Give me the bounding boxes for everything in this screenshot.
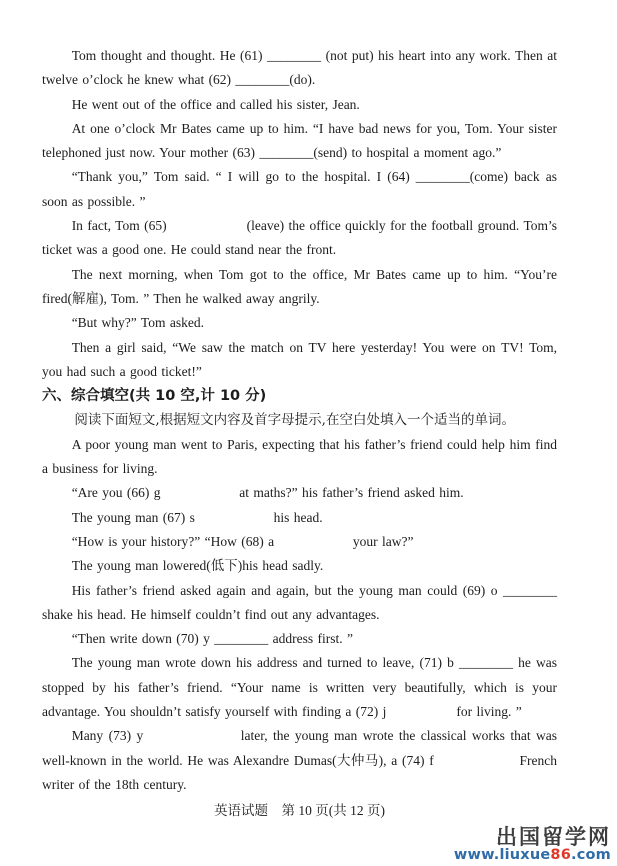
story-tom-paragraph-2: He went out of the office and called his sister, Jean. [71, 96, 360, 112]
story-tom-paragraph-6: The next morning, when Tom got to the office, Mr Bates came up to him. “You’re fired(解雇), Tom. ” Then he walked away angrily. [42, 266, 562, 306]
section-six-instruction: 阅读下面短文,根据短文内容及首字母提示,在空白处填入一个适当的单词。 [74, 412, 515, 429]
section-six-paragraph-9: Many (73) y later, the young man wrote the classical works that was well-known in the world. He was Alexandre Dumas(大仲马), a (74) f French writer of the 18th century. [42, 728, 562, 792]
section-six-paragraph-2: “Are you (66) g at maths?” his father’s friend asked him. [71, 485, 464, 501]
story-tom-paragraph-4: “Thank you,” Tom said. “ I will go to the hospital. I (64) ________(come) back as soon as possible. ” [42, 169, 562, 209]
watermark-site-url[interactable] [454, 848, 611, 863]
story-tom-paragraph-3: At one o’clock Mr Bates came up to him. “I have bad news for you, Tom. Your sister telephoned just now. Your mother (63) ________(send) to hospital a moment ago.” [42, 120, 562, 161]
story-tom-paragraph-5: In fact, Tom (65) (leave) the office quickly for the football ground. Tom’s ticket was a good one. He could stand near the front. [42, 218, 562, 258]
story-tom-paragraph-7: “But why?” Tom asked. [71, 315, 204, 331]
section-six-paragraph-3: The young man (67) s his head. [71, 509, 323, 525]
watermark-url-highlight: 86 [550, 846, 572, 863]
section-six-paragraph-5: The young man lowered(低下)his head sadly. [71, 558, 324, 574]
watermark-url-prefix: www.liuxue [453, 846, 551, 863]
section-six-paragraph-1: A poor young man went to Paris, expecting that his father’s friend could help him find a business for living. [42, 436, 562, 477]
watermark-site-name[interactable]: 出国留学网 [496, 824, 611, 849]
watermark-url-suffix: .com [571, 846, 611, 863]
section-six-paragraph-6: His father’s friend asked again and again, but the young man could (69) o ________ shake his head. He himself couldn’t find out any advantages. [42, 582, 562, 622]
watermark[interactable] [454, 826, 611, 863]
section-six-paragraph-8: The young man wrote down his address and turned to leave, (71) b ________ he was stopped by his father’s friend. “Your name is written very beautifully, which is your advantage. You shouldn’t satisfy yourself with finding a (72) j for living. ” [42, 655, 562, 720]
section-six-paragraph-4: “How is your history?” “How (68) a your law?” [71, 533, 414, 549]
section-six-paragraph-7: “Then write down (70) y ________ address first. ” [71, 631, 353, 647]
story-tom-paragraph-1: Tom thought and thought. He (61) ________ (not put) his heart into any work. Then at twelve o’clock he knew what (62) ________(do). [42, 48, 562, 88]
story-tom-paragraph-8: Then a girl said, “We saw the match on TV here yesterday! You were on TV! Tom, you had such a good ticket!” [42, 339, 562, 379]
section-six-heading: 六、综合填空(共 10 空,计 10 分) [42, 388, 267, 405]
page-number-footer: 英语试题 第 10 页(共 12 页) [214, 803, 385, 819]
